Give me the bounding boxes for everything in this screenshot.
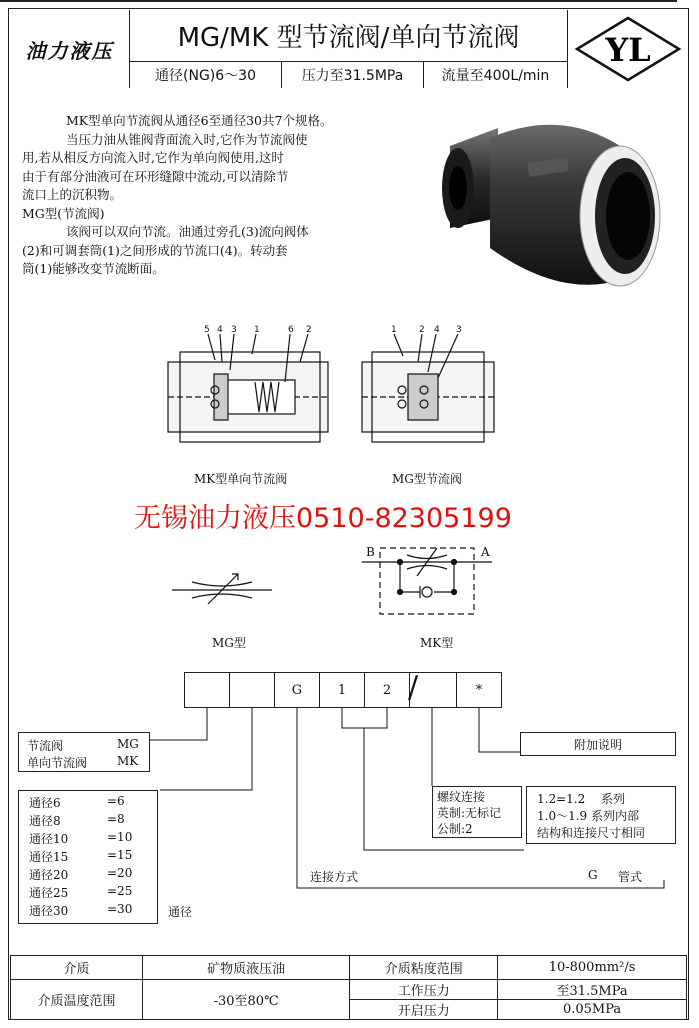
connection-code: G — [588, 868, 598, 882]
extra-label: 附加说明 — [573, 737, 622, 752]
series-line: 1.2=1.2 系列 — [537, 792, 626, 806]
valve-photo — [420, 98, 680, 298]
size-name: 通径30 — [29, 904, 69, 918]
desc-line: 流口上的沉积物。 — [22, 187, 123, 202]
mk-symbol-label: MK型 — [420, 636, 454, 650]
size-code: =20 — [107, 866, 133, 880]
size-label: 通径 — [168, 905, 193, 919]
yl-logo-icon — [573, 14, 683, 84]
part-number: 5 — [204, 325, 210, 335]
desc-line: MK型单向节流阀从通径6至通径30共7个规格。 — [66, 113, 333, 128]
thread-legend-box — [432, 786, 522, 838]
visc-label: 介质粘度范围 — [350, 956, 498, 980]
thread-line: 公制:2 — [437, 822, 473, 836]
logo — [567, 10, 687, 88]
part-number: 4 — [217, 325, 223, 335]
desc-line: 筒(1)能够改变节流断面。 — [22, 261, 165, 276]
code-slash: / — [408, 670, 419, 705]
type-name: 节流阀 — [27, 739, 64, 753]
brand-name: 油力液压 — [10, 10, 130, 88]
open-label: 开启压力 — [350, 1000, 498, 1020]
work-value: 至31.5MPa — [498, 980, 687, 1000]
desc-line: MG型(节流阀) — [22, 205, 105, 221]
mg-throttle-symbol-icon — [172, 568, 272, 608]
size-code: =15 — [107, 848, 133, 862]
port-b-label: B — [366, 545, 375, 559]
connection-label: 连接方式 — [310, 870, 359, 884]
mg-symbol-label: MG型 — [212, 636, 246, 650]
visc-value: 10-800mm²/s — [498, 956, 687, 980]
size-legend-box — [18, 790, 158, 924]
page-title: MG/MK 型节流阀/单向节流阀 — [130, 10, 567, 62]
desc-line: (2)和可调套筒(1)之间形成的节流口(4)。转动套 — [22, 242, 288, 258]
mk-section-drawing — [160, 322, 330, 462]
thread-line: 螺纹连接 — [437, 790, 486, 804]
open-value: 0.05MPa — [498, 1000, 687, 1020]
part-number: 6 — [288, 325, 294, 335]
part-number: 1 — [391, 325, 397, 335]
size-code: =6 — [107, 794, 125, 808]
type-legend-box — [18, 732, 150, 772]
contact-text: 无锡油力液压0510-82305199 — [134, 503, 512, 534]
size-name: 通径20 — [29, 868, 69, 882]
desc-line: 由于有部分油液可在环形缝隙中流动,可以清除节 — [22, 168, 289, 184]
part-number: 2 — [306, 325, 312, 335]
connection-value: 管式 — [618, 870, 643, 884]
header-divider — [0, 0, 677, 2]
code-cell-extra: * — [456, 672, 502, 708]
part-number: 4 — [434, 325, 440, 335]
type-code: MG — [117, 737, 139, 751]
size-name: 通径15 — [29, 850, 69, 864]
series-line: 1.0～1.9 系列内部 — [537, 809, 639, 823]
type-code: MK — [117, 754, 139, 768]
temp-value: -30至80℃ — [142, 980, 349, 1020]
series-line: 结构和连接尺寸相同 — [537, 826, 646, 840]
mg-section-drawing — [358, 322, 498, 462]
size-name: 通径25 — [29, 886, 69, 900]
part-number: 1 — [254, 325, 260, 335]
thread-line: 英制:无标记 — [437, 806, 502, 820]
medium-value: 矿物质液压油 — [142, 956, 349, 980]
mk-caption: MK型单向节流阀 — [194, 472, 288, 486]
medium-label: 介质 — [11, 956, 143, 980]
part-number: 3 — [231, 325, 237, 335]
size-code: =25 — [107, 884, 133, 898]
size-name: 通径10 — [29, 832, 69, 846]
code-cell-series-1: 1 — [319, 672, 365, 708]
size-name: 通径8 — [29, 814, 61, 828]
extra-legend-box — [520, 732, 676, 756]
desc-line: 当压力油从锥阀背面流入时,它作为节流阀使 — [66, 131, 308, 147]
size-name: 通径6 — [29, 796, 61, 810]
temp-label: 介质温度范围 — [11, 980, 143, 1020]
desc-line: 该阀可以双向节流。油通过旁孔(3)流向阀体 — [66, 224, 309, 239]
size-code: =8 — [107, 812, 125, 826]
port-a-label: A — [481, 545, 490, 559]
series-legend-box — [526, 786, 676, 844]
code-cell-connection: G — [274, 672, 320, 708]
size-code: =30 — [107, 902, 133, 916]
size-code: =10 — [107, 830, 133, 844]
part-number: 2 — [419, 325, 425, 335]
type-name: 单向节流阀 — [27, 756, 88, 770]
work-label: 工作压力 — [350, 980, 498, 1000]
part-number: 3 — [456, 325, 462, 335]
spec-pressure: 压力至31.5MPa — [282, 62, 424, 88]
code-cell-series-2: 2 — [364, 672, 410, 708]
mk-check-throttle-symbol-icon — [362, 542, 492, 618]
mg-caption: MG型节流阀 — [392, 472, 462, 486]
spec-table — [10, 955, 687, 1020]
description — [22, 112, 362, 279]
spec-size: 通径(NG)6～30 — [130, 62, 282, 88]
spec-flow: 流量至400L/min — [441, 68, 550, 84]
logo-text: YL — [604, 31, 651, 69]
desc-line: 用,若从相反方向流入时,它作为单向阀使用,这时 — [22, 150, 284, 165]
